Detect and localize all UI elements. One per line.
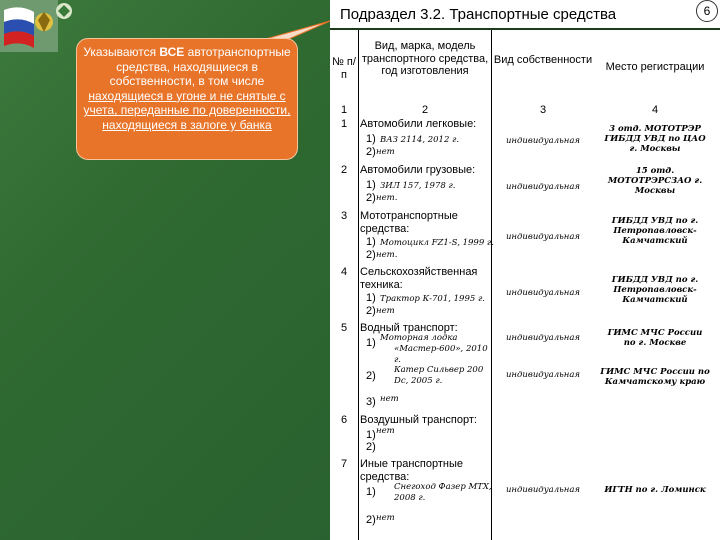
- row-category: Автомобили легковые:: [360, 118, 477, 130]
- item-value: Трактор К-701, 1995 г.: [380, 294, 485, 304]
- item-value: нет.: [376, 250, 398, 260]
- column-number: 2: [421, 104, 429, 116]
- item-value: ВАЗ 2114, 2012 г.: [380, 135, 460, 145]
- item-marker: 1): [366, 179, 376, 191]
- item-marker: 2): [366, 370, 376, 382]
- callout-prefix: Указываются: [83, 45, 160, 59]
- ownership-value: индивидуальная: [505, 370, 581, 380]
- row-number: 5: [340, 322, 348, 334]
- registration-value: ИГТН по г. Ломинск: [604, 485, 706, 495]
- item-marker: 2): [366, 146, 376, 158]
- vehicles-table: [330, 30, 720, 540]
- callout-text: автотранспортные средства, находящиеся в собственности, в том числе: [109, 45, 291, 89]
- callout-underlined-text: находящиеся в угоне и не снятые с учета, переданные по доверенности, находящиеся в залоге у банка: [83, 88, 291, 132]
- item-marker: 2): [366, 192, 376, 204]
- item-marker: 2): [366, 249, 376, 261]
- header-vehicle: Вид, марка, модель транспортного средства, год изготовления: [361, 40, 489, 77]
- item-marker: 3): [366, 396, 376, 408]
- item-value: Катер Сильвер 200 Dc, 2005 г.: [394, 365, 484, 386]
- header-ownership: Вид собственности: [493, 54, 593, 66]
- item-value: Моторная лодка «Мастер-600», 2010 г.: [380, 333, 488, 365]
- column-number: 3: [539, 104, 547, 116]
- item-value: нет: [380, 394, 399, 404]
- item-marker: 1): [366, 429, 376, 441]
- item-marker: 2): [366, 441, 376, 453]
- emblem-icon: [54, 2, 74, 20]
- column-number: 4: [651, 104, 659, 116]
- row-category: Сельскохозяйственная техника:: [360, 266, 478, 291]
- item-marker: 1): [366, 236, 376, 248]
- row-number: 3: [340, 210, 348, 222]
- item-marker: 1): [366, 337, 376, 349]
- ownership-value: индивидуальная: [505, 288, 581, 298]
- row-category: Водный транспорт:: [360, 322, 458, 334]
- header-registration: Место регистрации: [605, 61, 705, 73]
- registration-value: ГИБДД УВД по г. Петропавловск-Камчатский: [611, 275, 699, 305]
- item-value: нет: [376, 426, 395, 436]
- column-divider: [491, 30, 492, 540]
- row-number: 4: [340, 266, 348, 278]
- row-category: Иные транспортные средства:: [360, 458, 463, 483]
- registration-value: 3 отд. МОТОТРЭР ГИБДД УВД по ЦАО г. Москвы: [604, 124, 706, 154]
- item-marker: 2): [366, 305, 376, 317]
- callout-note: [76, 38, 298, 160]
- item-marker: 2): [366, 514, 376, 526]
- callout-emphasis: ВСЕ: [159, 45, 185, 59]
- item-marker: 1): [366, 133, 376, 145]
- row-category-wrap: Мототранспортные средства:: [360, 210, 458, 235]
- row-category: Автомобили грузовые:: [360, 164, 476, 176]
- item-marker: 1): [366, 486, 376, 498]
- page-title: Подраздел 3.2. Транспортные средства: [340, 6, 617, 23]
- registration-value: ГИМС МЧС России по Камчатскому краю: [600, 367, 710, 387]
- registration-value: ГИМС МЧС России по г. Москве: [607, 328, 703, 348]
- item-value: Снегоход Фазер МТХ, 2008 г.: [394, 482, 492, 503]
- item-value: Мотоцикл FZ1-S, 1999 г.: [380, 238, 494, 248]
- item-marker: 1): [366, 292, 376, 304]
- header-num: № п/п: [332, 56, 356, 81]
- registration-value: ГИБДД УВД по г. Петропавловск-Камчатский: [611, 216, 699, 246]
- row-number: 7: [340, 458, 348, 470]
- item-value: нет: [376, 147, 395, 157]
- item-value: ЗИЛ 157, 1978 г.: [380, 181, 456, 191]
- row-category: Воздушный транспорт:: [360, 414, 477, 426]
- item-value: нет.: [376, 193, 398, 203]
- ownership-value: индивидуальная: [505, 182, 581, 192]
- registration-value: 15 отд. МОТОТРЭРСЗАО г. Москвы: [607, 166, 703, 196]
- ownership-value: индивидуальная: [505, 333, 581, 343]
- russia-flag-logo: [0, 0, 58, 52]
- ownership-value: индивидуальная: [505, 485, 581, 495]
- column-number: 1: [340, 104, 348, 116]
- column-divider: [358, 30, 359, 540]
- page-number-badge: 6: [696, 0, 718, 22]
- ownership-value: индивидуальная: [505, 232, 581, 242]
- row-number: 6: [340, 414, 348, 426]
- item-value: нет: [376, 306, 395, 316]
- ownership-value: индивидуальная: [505, 136, 581, 146]
- row-number: 1: [340, 118, 348, 130]
- row-number: 2: [340, 164, 348, 176]
- item-value: нет: [376, 513, 395, 523]
